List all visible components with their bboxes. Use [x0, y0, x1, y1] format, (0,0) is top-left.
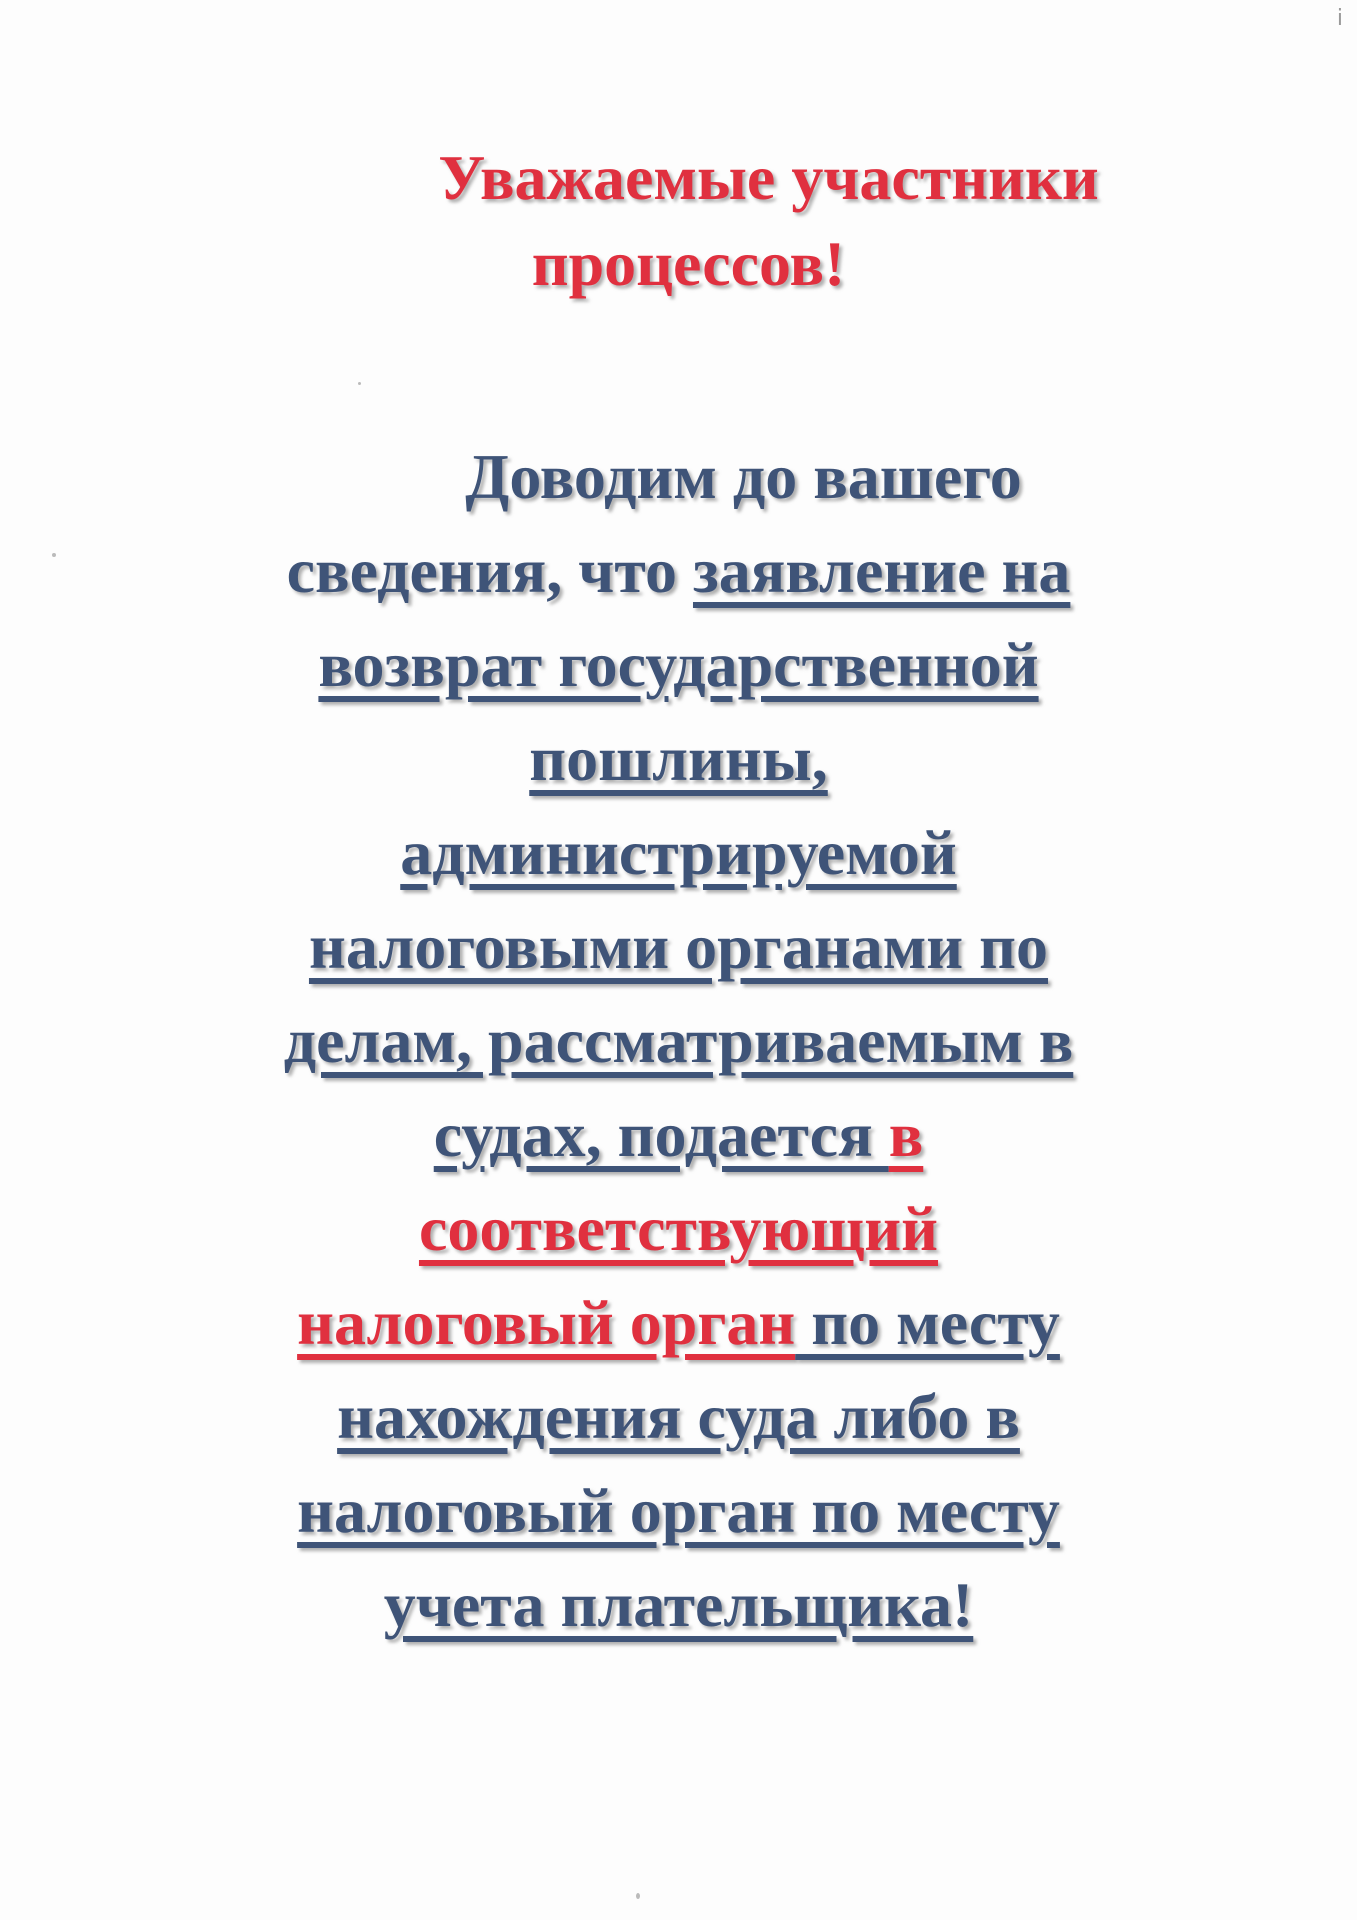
scan-edge-mark: ⅰ — [1336, 6, 1343, 31]
body-line-8: судах, подается в — [433, 1099, 924, 1170]
body-line-9: соответствующий — [418, 1193, 939, 1264]
body-line-11: нахождения суда либо в — [337, 1381, 1020, 1452]
body-line-6: налоговыми органами по — [308, 911, 1049, 982]
body-line-4: пошлины, — [529, 723, 828, 794]
scan-speck — [636, 1893, 640, 1899]
body-line-10: налоговый орган по месту — [297, 1287, 1060, 1358]
notice-body — [0, 430, 1357, 1652]
scan-speck — [358, 382, 361, 385]
body-line-12: налоговый орган по месту — [297, 1475, 1060, 1546]
body-line-7: делам, рассматриваемым в — [283, 1005, 1074, 1076]
scan-speck — [52, 553, 56, 557]
body-line-13: учета плательщика! — [383, 1569, 974, 1640]
notice-heading — [0, 135, 1357, 307]
heading-line-1: Уважаемые участники — [438, 142, 1099, 213]
body-line-1: Доводим до вашего — [465, 441, 1022, 512]
heading-line-2: процессов! — [531, 228, 846, 299]
body-line-3: возврат государственной — [318, 629, 1039, 700]
body-line-2: сведения, что заявление на — [286, 535, 1071, 606]
body-line-5: администрируемой — [400, 817, 957, 888]
